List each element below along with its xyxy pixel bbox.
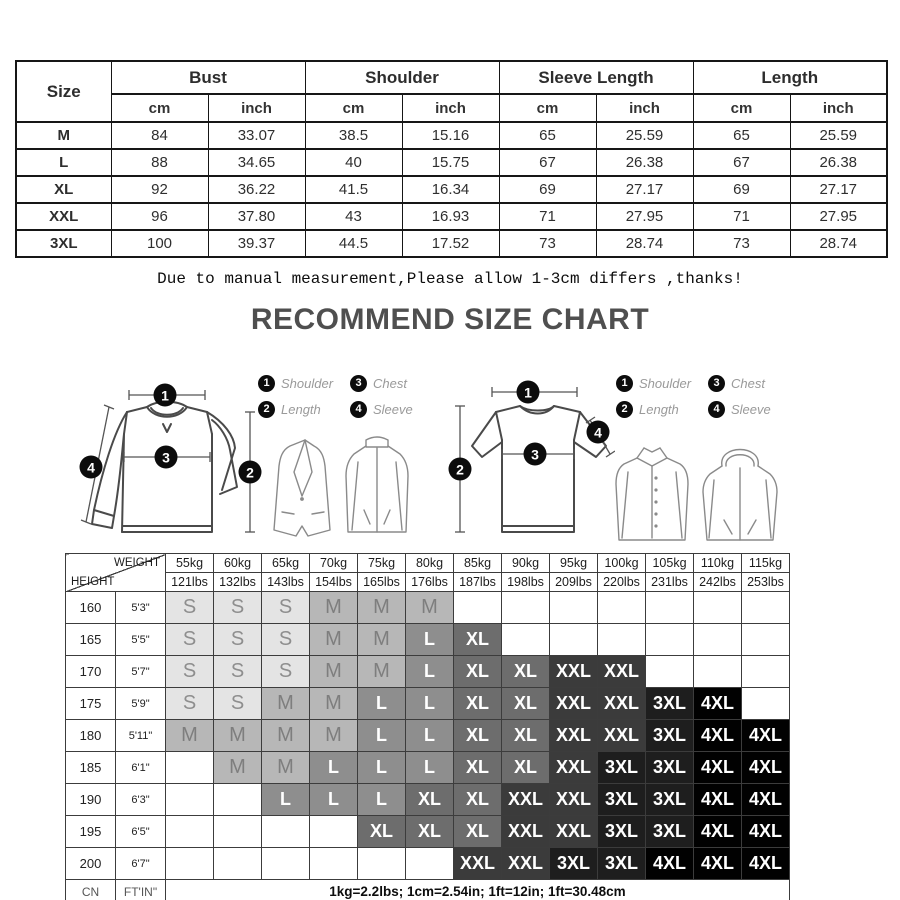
weight-lbs-header: 143lbs	[262, 573, 310, 592]
weight-kg-header: 105kg	[646, 554, 694, 573]
size-label: XL	[16, 176, 111, 203]
fit-cell: XL	[454, 656, 502, 688]
weight-kg-header: 115kg	[742, 554, 790, 573]
fit-cell	[166, 816, 214, 848]
fit-cell: XXL	[550, 784, 598, 816]
fit-cell	[262, 816, 310, 848]
circle-1-icon: 1	[258, 375, 275, 392]
fit-footer-row	[66, 880, 790, 900]
fit-cell: XL	[502, 688, 550, 720]
marker-chest: 3	[524, 443, 547, 466]
fit-cell: M	[166, 720, 214, 752]
blazer-jacket-diagram	[266, 432, 458, 544]
size-value: 36.22	[208, 176, 305, 203]
fit-cell: S	[166, 624, 214, 656]
fit-cell: M	[358, 592, 406, 624]
size-column-header: Size	[16, 61, 111, 122]
circle-4-icon: 4	[350, 401, 367, 418]
marker-length: 2	[239, 461, 262, 484]
fit-cell	[358, 848, 406, 880]
fit-cell: XL	[454, 784, 502, 816]
fit-row	[66, 848, 790, 880]
fit-cell	[502, 592, 550, 624]
size-value: 15.75	[402, 149, 499, 176]
blazer-jacket-drawing	[266, 432, 458, 544]
weight-lbs-header: 176lbs	[406, 573, 454, 592]
fit-cell	[166, 752, 214, 784]
measurement-legend-left	[258, 370, 436, 422]
fit-cell: M	[358, 656, 406, 688]
fit-cell	[262, 848, 310, 880]
fit-cell: L	[358, 688, 406, 720]
corner-height-label: HEIGHT	[71, 576, 115, 588]
height-ftin: 6'1"	[116, 752, 166, 784]
size-value: 100	[111, 230, 208, 257]
conversion-note: 1kg=2.2lbs; 1cm=2.54in; 1ft=12in; 1ft=30.48cm	[166, 880, 790, 900]
fit-cell: XXL	[550, 752, 598, 784]
size-value: 26.38	[596, 149, 693, 176]
fit-cell: XL	[454, 688, 502, 720]
size-label: L	[16, 149, 111, 176]
marker-sleeve: 4	[80, 456, 103, 479]
size-table-header-row	[16, 61, 887, 94]
fit-cell: S	[166, 688, 214, 720]
legend-item-length: 2 Length	[616, 396, 708, 422]
fit-cell: 4XL	[742, 848, 790, 880]
fit-cell	[742, 624, 790, 656]
fit-cell: M	[214, 720, 262, 752]
unit-header: inch	[402, 94, 499, 122]
fit-cell: 3XL	[646, 784, 694, 816]
fit-cell: 4XL	[694, 752, 742, 784]
circle-3-icon: 3	[708, 375, 725, 392]
fit-cell: XL	[502, 656, 550, 688]
measure-group-header: Bust	[111, 61, 305, 94]
fit-cell: XXL	[598, 656, 646, 688]
size-value: 73	[499, 230, 596, 257]
circle-4-icon: 4	[708, 401, 725, 418]
fit-cell: S	[214, 592, 262, 624]
fit-cell: XL	[502, 720, 550, 752]
size-value: 84	[111, 122, 208, 149]
fit-cell: XXL	[502, 784, 550, 816]
measurement-legend-right	[616, 370, 794, 422]
weight-lbs-header: 132lbs	[214, 573, 262, 592]
size-table-row	[16, 176, 887, 203]
fit-cell: XXL	[598, 688, 646, 720]
weight-kg-header: 110kg	[694, 554, 742, 573]
fit-cell: 4XL	[646, 848, 694, 880]
fit-row	[66, 784, 790, 816]
fit-cell: XXL	[550, 688, 598, 720]
fit-cell: M	[406, 592, 454, 624]
size-value: 92	[111, 176, 208, 203]
marker-chest: 3	[155, 446, 178, 469]
height-cm: 170	[66, 656, 116, 688]
fit-cell: 4XL	[742, 816, 790, 848]
size-value: 43	[305, 203, 402, 230]
size-table-row	[16, 230, 887, 257]
size-value: 88	[111, 149, 208, 176]
fit-cell: 4XL	[742, 784, 790, 816]
fit-cell: 3XL	[550, 848, 598, 880]
size-value: 17.52	[402, 230, 499, 257]
size-value: 40	[305, 149, 402, 176]
size-value: 16.93	[402, 203, 499, 230]
fit-cell: S	[262, 624, 310, 656]
size-table	[15, 60, 888, 258]
fit-header-lbs-row	[66, 573, 790, 592]
fit-cell	[598, 624, 646, 656]
unit-header: cm	[305, 94, 402, 122]
unit-header: cm	[693, 94, 790, 122]
weight-lbs-header: 242lbs	[694, 573, 742, 592]
size-value: 27.95	[790, 203, 887, 230]
fit-table	[65, 553, 790, 900]
fit-cell: L	[262, 784, 310, 816]
circle-2-icon: 2	[616, 401, 633, 418]
size-table-row	[16, 203, 887, 230]
height-ftin: 5'5"	[116, 624, 166, 656]
size-value: 27.17	[596, 176, 693, 203]
fit-cell	[310, 848, 358, 880]
fit-cell: S	[214, 688, 262, 720]
fit-cell: 4XL	[694, 784, 742, 816]
fit-row	[66, 816, 790, 848]
size-value: 65	[693, 122, 790, 149]
height-cm: 195	[66, 816, 116, 848]
height-cm: 180	[66, 720, 116, 752]
fit-cell: XL	[358, 816, 406, 848]
fit-cell: 3XL	[598, 848, 646, 880]
fit-cell: L	[406, 624, 454, 656]
weight-kg-header: 75kg	[358, 554, 406, 573]
size-value: 69	[693, 176, 790, 203]
unit-header: cm	[499, 94, 596, 122]
marker-length: 2	[449, 458, 472, 481]
weight-kg-header: 65kg	[262, 554, 310, 573]
measure-group-header: Shoulder	[305, 61, 499, 94]
fit-cell	[550, 624, 598, 656]
weight-kg-header: 100kg	[598, 554, 646, 573]
fit-cell: 3XL	[598, 816, 646, 848]
footer-ftin-label: FT'IN"	[116, 880, 166, 900]
fit-row	[66, 752, 790, 784]
legend-item-sleeve: 4 Sleeve	[708, 396, 794, 422]
height-cm: 200	[66, 848, 116, 880]
fit-cell: L	[406, 720, 454, 752]
fit-cell: S	[166, 592, 214, 624]
marker-shoulder: 1	[517, 381, 540, 404]
weight-kg-header: 90kg	[502, 554, 550, 573]
fit-cell: 3XL	[646, 688, 694, 720]
fit-cell: L	[406, 688, 454, 720]
size-value: 71	[693, 203, 790, 230]
page-title: RECOMMEND SIZE CHART	[250, 303, 650, 336]
weight-kg-header: 85kg	[454, 554, 502, 573]
fit-cell: M	[214, 752, 262, 784]
circle-1-icon: 1	[616, 375, 633, 392]
size-value: 15.16	[402, 122, 499, 149]
size-value: 96	[111, 203, 208, 230]
tee-shirt-diagram	[440, 362, 615, 544]
fit-table-section	[65, 553, 790, 900]
fit-cell: S	[214, 624, 262, 656]
fit-cell	[694, 624, 742, 656]
fit-cell: L	[310, 752, 358, 784]
fit-cell	[310, 816, 358, 848]
fit-cell: XXL	[502, 848, 550, 880]
fit-cell: XL	[502, 752, 550, 784]
height-cm: 185	[66, 752, 116, 784]
height-ftin: 6'5"	[116, 816, 166, 848]
weight-lbs-header: 209lbs	[550, 573, 598, 592]
weight-lbs-header: 231lbs	[646, 573, 694, 592]
size-table-section	[15, 60, 888, 258]
size-value: 39.37	[208, 230, 305, 257]
weight-lbs-header: 253lbs	[742, 573, 790, 592]
unit-header-row	[16, 94, 887, 122]
size-value: 34.65	[208, 149, 305, 176]
size-value: 33.07	[208, 122, 305, 149]
unit-header: cm	[111, 94, 208, 122]
fit-row	[66, 592, 790, 624]
size-value: 67	[693, 149, 790, 176]
height-cm: 175	[66, 688, 116, 720]
weight-lbs-header: 187lbs	[454, 573, 502, 592]
fit-cell	[646, 656, 694, 688]
fit-cell: M	[358, 624, 406, 656]
height-cm: 190	[66, 784, 116, 816]
fit-cell: XXL	[550, 816, 598, 848]
weight-kg-header: 60kg	[214, 554, 262, 573]
fit-cell: 4XL	[694, 688, 742, 720]
weight-kg-header: 80kg	[406, 554, 454, 573]
size-table-row	[16, 122, 887, 149]
size-table-row	[16, 149, 887, 176]
fit-cell: 4XL	[694, 720, 742, 752]
fit-cell: M	[262, 752, 310, 784]
corner-weight-label: WEIGHT	[114, 557, 160, 569]
fit-cell	[166, 784, 214, 816]
fit-cell: 4XL	[694, 848, 742, 880]
marker-sleeve: 4	[587, 421, 610, 444]
size-value: 16.34	[402, 176, 499, 203]
size-value: 73	[693, 230, 790, 257]
fit-cell: XXL	[454, 848, 502, 880]
fit-row	[66, 656, 790, 688]
measurement-note: Due to manual measurement,Please allow 1-3cm differs ,thanks!	[157, 270, 743, 288]
size-value: 65	[499, 122, 596, 149]
fit-cell: 3XL	[598, 752, 646, 784]
height-ftin: 6'3"	[116, 784, 166, 816]
weight-lbs-header: 121lbs	[166, 573, 214, 592]
fit-cell: 4XL	[742, 720, 790, 752]
fit-cell: M	[262, 720, 310, 752]
circle-2-icon: 2	[258, 401, 275, 418]
size-value: 28.74	[596, 230, 693, 257]
fit-cell: XXL	[502, 816, 550, 848]
size-value: 25.59	[596, 122, 693, 149]
unit-header: inch	[596, 94, 693, 122]
size-value: 28.74	[790, 230, 887, 257]
fit-cell: L	[358, 752, 406, 784]
fit-cell: 3XL	[646, 752, 694, 784]
fit-cell	[742, 688, 790, 720]
fit-cell	[166, 848, 214, 880]
height-ftin: 6'7"	[116, 848, 166, 880]
size-value: 27.95	[596, 203, 693, 230]
height-ftin: 5'3"	[116, 592, 166, 624]
fit-cell: L	[358, 784, 406, 816]
fit-cell: 3XL	[598, 784, 646, 816]
fit-cell: M	[310, 656, 358, 688]
measure-group-header: Sleeve Length	[499, 61, 693, 94]
shirt-hoodie-diagram	[610, 440, 800, 548]
weight-lbs-header: 198lbs	[502, 573, 550, 592]
fit-row	[66, 720, 790, 752]
fit-cell: S	[166, 656, 214, 688]
fit-cell: 3XL	[646, 816, 694, 848]
height-ftin: 5'11"	[116, 720, 166, 752]
size-value: 67	[499, 149, 596, 176]
size-label: M	[16, 122, 111, 149]
size-value: 38.5	[305, 122, 402, 149]
legend-item-chest: 3 Chest	[708, 370, 794, 396]
fit-cell: 4XL	[694, 816, 742, 848]
weight-kg-header: 95kg	[550, 554, 598, 573]
fit-cell	[214, 784, 262, 816]
fit-cell: XXL	[598, 720, 646, 752]
size-value: 69	[499, 176, 596, 203]
fit-cell: S	[214, 656, 262, 688]
weight-height-corner	[66, 554, 166, 592]
fit-cell: XL	[406, 784, 454, 816]
fit-cell: XXL	[550, 656, 598, 688]
fit-cell: M	[310, 592, 358, 624]
weight-kg-header: 55kg	[166, 554, 214, 573]
size-value: 41.5	[305, 176, 402, 203]
size-value: 71	[499, 203, 596, 230]
fit-cell: L	[406, 752, 454, 784]
fit-cell: XL	[454, 816, 502, 848]
height-cm: 165	[66, 624, 116, 656]
weight-lbs-header: 220lbs	[598, 573, 646, 592]
fit-cell	[502, 624, 550, 656]
fit-cell	[742, 592, 790, 624]
fit-cell: XL	[406, 816, 454, 848]
unit-header: inch	[790, 94, 887, 122]
fit-cell	[550, 592, 598, 624]
fit-cell: S	[262, 656, 310, 688]
fit-cell: 4XL	[742, 752, 790, 784]
height-ftin: 5'9"	[116, 688, 166, 720]
height-ftin: 5'7"	[116, 656, 166, 688]
legend-item-length: 2 Length	[258, 396, 350, 422]
fit-cell: S	[262, 592, 310, 624]
fit-cell: XL	[454, 720, 502, 752]
size-value: 44.5	[305, 230, 402, 257]
size-value: 25.59	[790, 122, 887, 149]
fit-cell	[646, 592, 694, 624]
fit-cell	[694, 592, 742, 624]
fit-cell	[598, 592, 646, 624]
fit-cell	[694, 656, 742, 688]
legend-item-shoulder: 1 Shoulder	[616, 370, 708, 396]
fit-cell	[454, 592, 502, 624]
fit-header-kg-row	[66, 554, 790, 573]
marker-shoulder: 1	[154, 384, 177, 407]
size-label: XXL	[16, 203, 111, 230]
fit-cell: M	[310, 624, 358, 656]
fit-cell: L	[406, 656, 454, 688]
fit-cell: M	[310, 688, 358, 720]
fit-cell	[646, 624, 694, 656]
fit-cell	[214, 848, 262, 880]
legend-item-sleeve: 4 Sleeve	[350, 396, 436, 422]
shirt-hoodie-drawing	[610, 440, 800, 548]
footer-cn-label: CN	[66, 880, 116, 900]
fit-cell: M	[310, 720, 358, 752]
fit-row	[66, 688, 790, 720]
weight-kg-header: 70kg	[310, 554, 358, 573]
fit-cell: XL	[454, 752, 502, 784]
fit-cell	[742, 656, 790, 688]
height-cm: 160	[66, 592, 116, 624]
legend-item-shoulder: 1 Shoulder	[258, 370, 350, 396]
size-value: 26.38	[790, 149, 887, 176]
size-value: 27.17	[790, 176, 887, 203]
fit-cell: XL	[454, 624, 502, 656]
fit-row	[66, 624, 790, 656]
fit-cell: 3XL	[646, 720, 694, 752]
circle-3-icon: 3	[350, 375, 367, 392]
size-value: 37.80	[208, 203, 305, 230]
unit-header: inch	[208, 94, 305, 122]
fit-cell	[214, 816, 262, 848]
measure-group-header: Length	[693, 61, 887, 94]
size-label: 3XL	[16, 230, 111, 257]
weight-lbs-header: 165lbs	[358, 573, 406, 592]
weight-lbs-header: 154lbs	[310, 573, 358, 592]
legend-item-chest: 3 Chest	[350, 370, 436, 396]
fit-cell: XXL	[550, 720, 598, 752]
fit-cell: L	[310, 784, 358, 816]
long-sleeve-shirt-diagram	[62, 362, 267, 544]
fit-cell: L	[358, 720, 406, 752]
fit-cell	[406, 848, 454, 880]
fit-cell: M	[262, 688, 310, 720]
